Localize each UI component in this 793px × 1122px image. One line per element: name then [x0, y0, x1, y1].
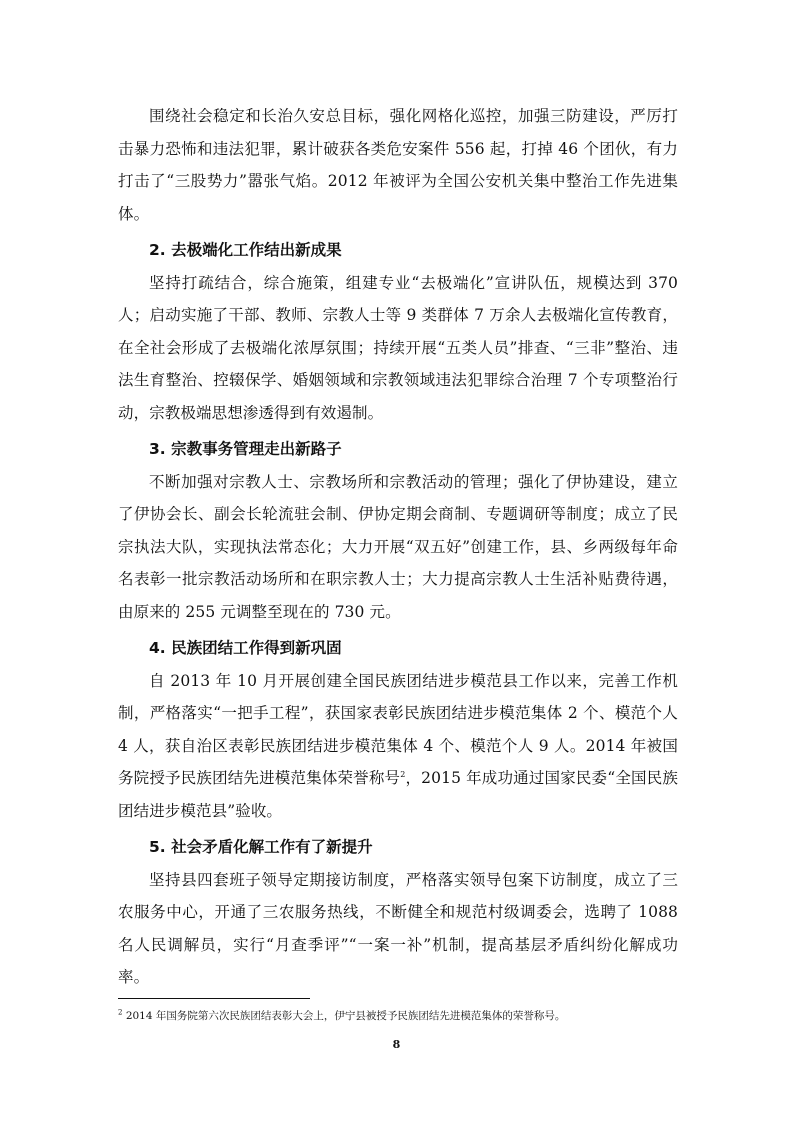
footnote-marker: 2 [118, 1008, 123, 1017]
paragraph-de-extremism: 坚持打疏结合，综合施策，组建专业“去极端化”宣讲队伍，规模达到 370 人；启动实施了干部、教师、宗教人士等 9 类群体 7 万余人去极端化宣传教育，在全社会形成了去极端化浓厚氛围；持续开展“五类人员”排查、“三非”整治、违法生育整治、控辍保学、婚姻领域和宗教领域违法犯罪综合治理 7 个专项整治行动，宗教极端思想渗透得到有效遏制。 [118, 273, 678, 422]
heading-de-extremism: 2. 去极端化工作结出新成果 [149, 241, 342, 259]
footnote-reference[interactable]: 2 [400, 769, 406, 779]
paragraph-religious-affairs: 不断加强对宗教人士、宗教场所和宗教活动的管理；强化了伊协建设，建立了伊协会长、副会长轮流驻会制、伊协定期会商制、专题调研等制度；成立了民宗执法大队，实现执法常态化；大力开展“双五好”创建工作，县、乡两级每年命名表彰一批宗教活动场所和在职宗教人士；大力提高宗教人士生活补贴费待遇，由原来的 255 元调整至现在的 730 元。 [118, 472, 678, 621]
paragraph-conflict-resolution: 坚持县四套班子领导定期接访制度，严格落实领导包案下访制度，成立了三农服务中心，开通了三农服务热线，不断健全和规范村级调委会，选聘了 1088 名人民调解员，实行“月查季评”“一案一补”机制，提高基层矛盾纠纷化解成功率。 [118, 870, 678, 986]
heading-conflict-resolution: 5. 社会矛盾化解工作有了新提升 [149, 838, 373, 856]
paragraph-ethnic-unity [118, 665, 678, 828]
page-number: 8 [392, 1038, 401, 1051]
heading-religious-affairs: 3. 宗教事务管理走出新路子 [149, 440, 342, 458]
footnote-divider [118, 998, 310, 999]
body-text [118, 100, 678, 994]
footnote [118, 1008, 678, 1024]
paragraph-public-security: 围绕社会稳定和长治久安总目标，强化网格化巡控，加强三防建设，严厉打击暴力恐怖和违法犯罪，累计破获各类危安案件 556 起，打掉 46 个团伙，有力打击了“三股势力”嚣张气焰。2012 年被评为全国公安机关集中整治工作先进集体。 [118, 107, 678, 223]
footnote-text: 2014 年国务院第六次民族团结表彰大会上，伊宁县被授予民族团结先进模范集体的荣誉称号。 [125, 1010, 566, 1022]
paragraph-ethnic-unity-part1: 自 2013 年 10 月开展创建全国民族团结进步模范县工作以来，完善工作机制，严格落实“一把手工程”，获国家表彰民族团结进步模范集体 2 个、模范个人 4 人，获自治区表彰民族团结进步模范集体 4 个、模范个人 9 人。2014 年被国务院授予民族团结先进模范集体荣誉称号 [118, 671, 678, 787]
paragraph-ethnic-unity-part2: ，2015 年成功通过国家民委“全国民族团结进步模范县”验收。 [118, 769, 678, 820]
heading-ethnic-unity: 4. 民族团结工作得到新巩固 [149, 639, 342, 657]
